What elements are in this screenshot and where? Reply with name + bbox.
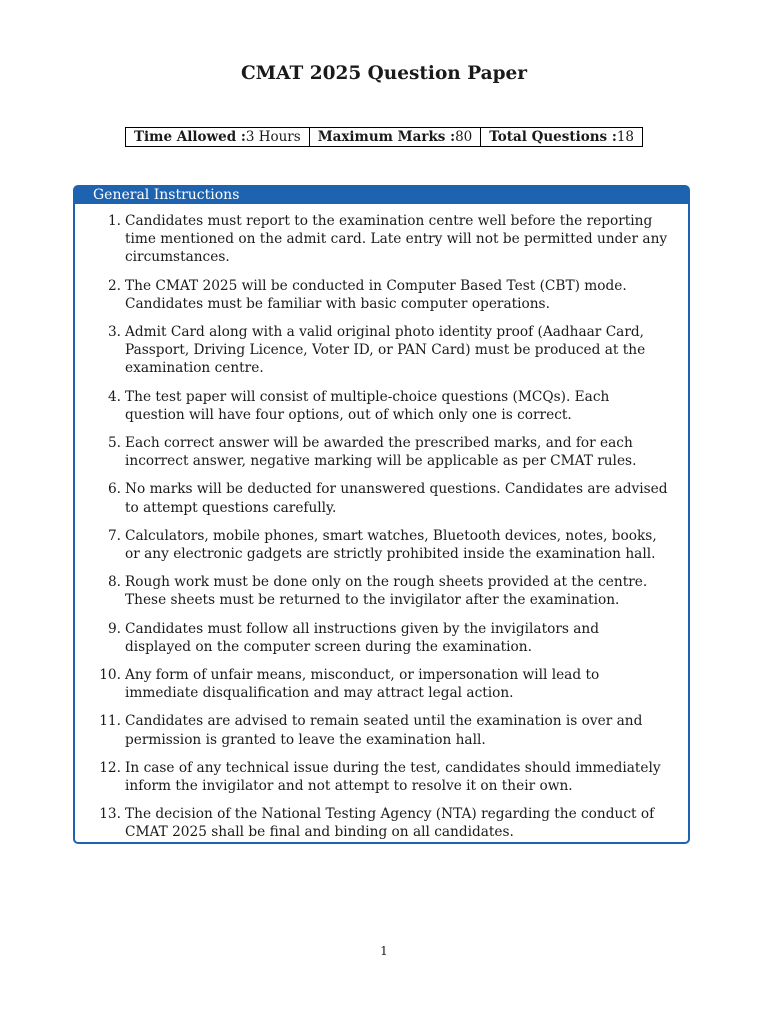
instruction-number: 12.: [99, 759, 121, 776]
time-allowed-cell: [126, 128, 310, 147]
instruction-text: Each correct answer will be awarded the prescribed marks, and for each incorrect answer, negative marking will be applicable as per CMAT rules.: [125, 435, 637, 470]
instruction-number: 13.: [99, 806, 121, 823]
instruction-text: Candidates must follow all instructions given by the invigilators and displayed on the computer screen during the examination.: [125, 620, 599, 655]
instruction-item: [75, 759, 688, 795]
instruction-number: 11.: [99, 713, 121, 730]
instruction-number: 9.: [107, 620, 121, 637]
instruction-item: [75, 277, 688, 313]
instruction-item: [75, 388, 688, 424]
instruction-text: The CMAT 2025 will be conducted in Computer Based Test (CBT) mode. Candidates must be familiar with basic computer operations.: [125, 277, 627, 312]
instruction-item: [75, 480, 688, 516]
page-title: CMAT 2025 Question Paper: [240, 63, 528, 84]
instruction-text: The decision of the National Testing Agency (NTA) regarding the conduct of CMAT 2025 shall be final and binding on all candidates.: [125, 806, 655, 841]
instruction-item: [75, 323, 688, 378]
instruction-item: [75, 666, 688, 702]
maximum-marks-value: 80: [455, 129, 473, 145]
time-allowed-label: Time Allowed :: [134, 129, 246, 145]
instruction-number: 1.: [107, 213, 121, 229]
general-instructions-heading: General Instructions: [75, 187, 688, 204]
time-allowed-value: 3 Hours: [245, 129, 301, 145]
instruction-number: 3.: [107, 324, 121, 341]
instruction-number: 10.: [99, 667, 121, 684]
instruction-text: In case of any technical issue during the test, candidates should immediately inform the invigilator and not attempt to resolve it on their own.: [125, 759, 661, 795]
exam-meta-table: [125, 127, 643, 147]
instruction-number: 6.: [107, 481, 121, 498]
page-number: 1: [380, 944, 388, 958]
total-questions-label: Total Questions :: [489, 129, 617, 145]
instruction-item: [75, 212, 688, 267]
instruction-item: [75, 620, 688, 656]
instruction-number: 7.: [107, 527, 121, 544]
instruction-text: The test paper will consist of multiple-choice questions (MCQs). Each question will have four options, out of which only one is correct.: [125, 388, 610, 423]
instruction-number: 8.: [107, 574, 121, 591]
total-questions-value: 18: [616, 129, 635, 145]
instruction-number: 5.: [107, 435, 121, 452]
instruction-text: No marks will be deducted for unanswered questions. Candidates are advised to attempt questions carefully.: [125, 481, 668, 516]
instruction-text: Candidates are advised to remain seated until the examination is over and permission is granted to leave the examination hall.: [125, 713, 643, 748]
general-instructions-box: [73, 185, 690, 844]
total-questions-cell: [481, 128, 643, 147]
instruction-item: [75, 434, 688, 470]
instruction-item: [75, 527, 688, 563]
instruction-text: Calculators, mobile phones, smart watches, Bluetooth devices, notes, books, or any electronic gadgets are strictly prohibited inside the examination hall.: [125, 527, 657, 563]
instruction-text: Any form of unfair means, misconduct, or impersonation will lead to immediate disqualification and may attract legal action.: [125, 667, 600, 702]
maximum-marks-label: Maximum Marks :: [317, 129, 456, 145]
instruction-item: [75, 805, 688, 841]
instruction-text: Admit Card along with a valid original photo identity proof (Aadhaar Card, Passport, Driving Licence, Voter ID, or PAN Card) must be produced at the examination centre.: [125, 324, 646, 377]
instruction-item: [75, 712, 688, 748]
instruction-item: [75, 573, 688, 609]
instruction-text: Rough work must be done only on the rough sheets provided at the centre. These sheets must be returned to the invigilator after the examination.: [125, 574, 648, 609]
instruction-number: 2.: [107, 277, 121, 294]
instruction-number: 4.: [107, 388, 121, 405]
maximum-marks-cell: [309, 128, 481, 147]
instructions-list: [75, 212, 688, 852]
instruction-text: Candidates must report to the examination centre well before the reporting time mentioned on the admit card. Late entry will not be permitted under any circumstances.: [125, 213, 668, 266]
